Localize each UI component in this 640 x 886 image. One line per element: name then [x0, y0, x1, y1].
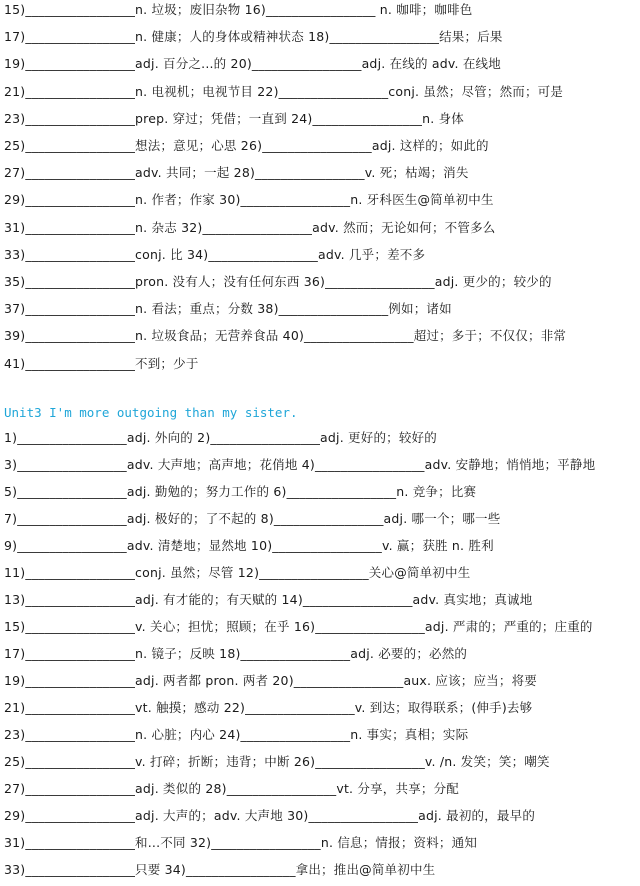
vocab-line-text: 23)_________________n. 心脏；内心 24)_________________n. 事实；真相；实际 — [4, 727, 469, 742]
vocab-line-text: 23)_________________prep. 穿过；凭借；一直到 24)_________________n. 身体 — [4, 110, 464, 126]
vocab-line — [4, 299, 640, 325]
vocab-line-text: 21)_________________n. 电视机；电视节目 22)_________________conj. 虽然；尽管；然而；可是 — [4, 83, 564, 99]
vocab-line-text: 17)_________________n. 健康；人的身体或精神状态 18)_________________结果；后果 — [4, 29, 503, 45]
vocab-line-text: 5)_________________adj. 勤勉的；努力工作的 6)_________________n. 竞争；比赛 — [4, 484, 477, 499]
vocab-line — [4, 563, 640, 589]
vocab-line-text: 33)_________________只要 34)_________________拿出；推出@简单初中生 — [4, 862, 436, 877]
vocab-line — [4, 617, 640, 643]
vocab-line — [4, 698, 640, 724]
vocab-line — [4, 163, 640, 189]
vocab-line-text: 19)_________________adj. 两者都 pron. 两者 20)_________________aux. 应该；应当；将要 — [4, 673, 537, 688]
vocab-line — [4, 82, 640, 108]
vocab-line — [4, 725, 640, 751]
vocab-line-text: 15)_________________n. 垃圾；废旧杂物 16)_________________ n. 咖啡；咖啡色 — [4, 2, 473, 17]
vocab-line-text: 29)_________________n. 作者；作家 30)_________________n. 牙科医生@简单初中生 — [4, 192, 494, 208]
vocab-line — [4, 860, 640, 886]
vocab-line-text: 15)_________________v. 关心；担忧；照顾；在乎 16)_________________adj. 严肃的；严重的；庄重的 — [4, 619, 593, 634]
vocab-line — [4, 428, 640, 454]
vocab-line — [4, 833, 640, 859]
vocab-line — [4, 109, 640, 135]
vocab-line-text: 1)_________________adj. 外向的 2)_________________adj. 更好的；较好的 — [4, 430, 437, 445]
vocab-line — [4, 779, 640, 805]
vocab-line-text: 11)_________________conj. 虽然；尽管 12)_________________关心@简单初中生 — [4, 565, 471, 580]
vocab-line — [4, 806, 640, 832]
vocab-line — [4, 671, 640, 697]
vocab-line-text: 27)_________________adv. 共同；一起 28)_________________v. 死；枯竭；消失 — [4, 165, 469, 181]
vocab-line — [4, 536, 640, 562]
vocab-line — [4, 354, 640, 380]
vocab-line — [4, 509, 640, 535]
vocab-line — [4, 644, 640, 670]
vocab-line — [4, 54, 640, 80]
vocab-line — [4, 455, 640, 481]
vocab-line-text: 19)_________________adj. 百分之...的 20)_________________adj. 在线的 adv. 在线地 — [4, 56, 501, 72]
vocab-line — [4, 218, 640, 244]
vocab-line — [4, 482, 640, 508]
vocab-line-text: 7)_________________adj. 极好的；了不起的 8)_________________adj. 哪一个；哪一些 — [4, 511, 501, 526]
unit3-heading: Unit3 I'm more outgoing than my sister. — [4, 405, 298, 420]
vocab-line-text: 31)_________________和...不同 32)_________________n. 信息；情报；资料；通知 — [4, 835, 478, 850]
vocab-line — [4, 590, 640, 616]
vocab-line-text: 37)_________________n. 看法；重点；分数 38)_________________例如；诸如 — [4, 301, 452, 317]
vocab-line-text: 21)_________________vt. 触摸；感动 22)_________________v. 到达；取得联系；(伸手)去够 — [4, 700, 533, 715]
vocab-line-text: 33)_________________conj. 比 34)_________________adv. 几乎；差不多 — [4, 246, 426, 262]
vocab-line-text: 31)_________________n. 杂志 32)_________________adv. 然而；无论如何；不管多么 — [4, 219, 496, 235]
vocab-line-text: 27)_________________adj. 类似的 28)_________________vt. 分享，共享；分配 — [4, 781, 459, 796]
vocab-line — [4, 190, 640, 216]
vocab-line-text: 25)_________________想法；意见；心思 26)_________________adj. 这样的；如此的 — [4, 138, 489, 153]
vocab-line-text: 39)_________________n. 垃圾食品；无营养食品 40)_________________超过；多于；不仅仅；非常 — [4, 328, 567, 344]
vocab-line — [4, 272, 640, 298]
vocab-line — [4, 136, 640, 162]
vocab-line — [4, 27, 640, 53]
vocab-line-text: 13)_________________adj. 有才能的；有天赋的 14)_________________adv. 真实地；真诚地 — [4, 592, 533, 607]
vocab-line — [4, 326, 640, 352]
vocab-line — [4, 752, 640, 778]
vocab-line-text: 41)_________________不到；少于 — [4, 355, 199, 371]
vocab-line-text: 9)_________________adv. 清楚地；显然地 10)_________________v. 赢；获胜 n. 胜利 — [4, 538, 494, 553]
vocab-line-text: 3)_________________adv. 大声地；高声地；花俏地 4)_________________adv. 安静地；悄悄地；平静地 — [4, 457, 596, 472]
vocab-line-text: 25)_________________v. 打碎；折断；违背；中断 26)_________________v. /n. 发笑；笑；嘲笑 — [4, 754, 550, 769]
vocab-line-text: 35)_________________pron. 没有人；没有任何东西 36)_________________adj. 更少的；较少的 — [4, 274, 552, 289]
vocab-line — [4, 0, 640, 26]
vocab-line-text: 29)_________________adj. 大声的；adv. 大声地 30)_________________adj. 最初的，最早的 — [4, 808, 536, 823]
vocab-line — [4, 245, 640, 271]
vocab-line-text: 17)_________________n. 镜子；反映 18)_________________adj. 必要的；必然的 — [4, 646, 468, 661]
